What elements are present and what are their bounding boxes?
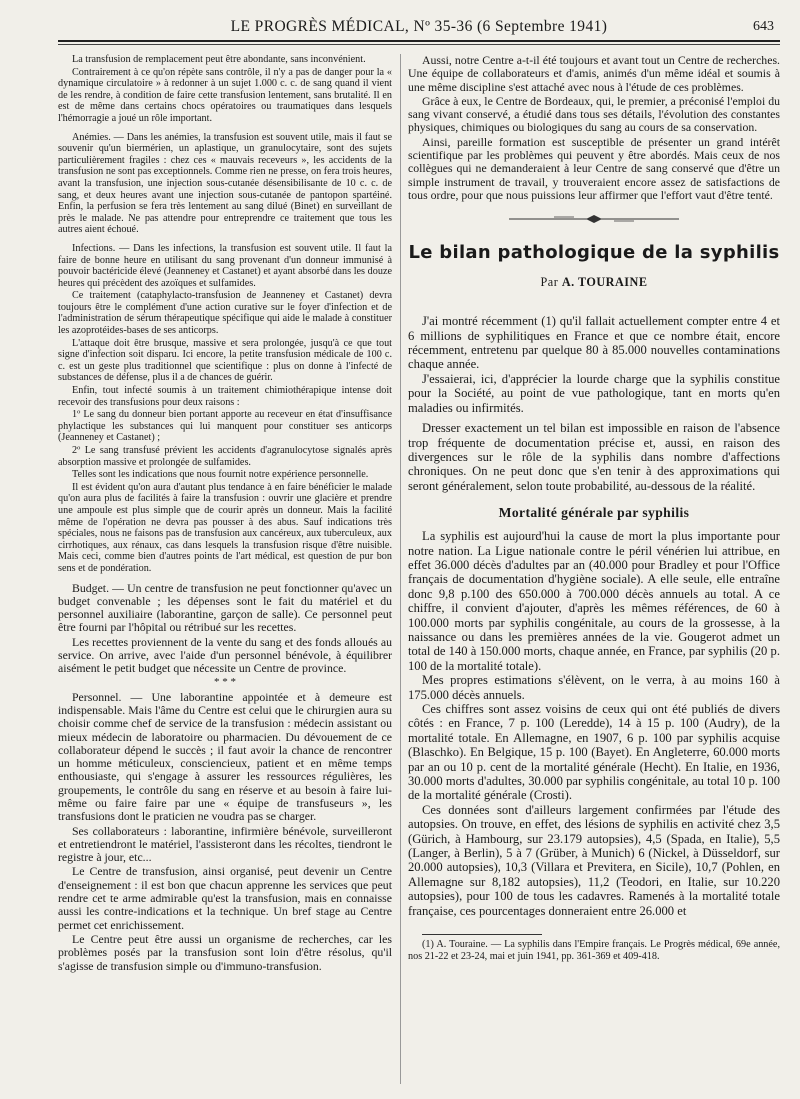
byline-prefix: Par	[540, 275, 559, 290]
paragraph: 1º Le sang du donneur bien portant apporte au receveur en état d'insuffisance phylactique les substances qui lui manquent pour constituer ses anticorps (Jeanneney et Castanet) ;	[58, 409, 392, 444]
paragraph: Mes propres estimations s'élèvent, on le verra, à au moins 160 à 175.000 décès annuels.	[408, 673, 780, 702]
paragraph: Anémies. — Dans les anémies, la transfusion est souvent utile, mais il faut se souvenir qu'un biermérien, un aplastique, un granulocytaire, sont des sujets particulièrement fragiles : chez ces « mauvais receveurs », les accidents de la transfusion ne sont pas exceptionnels. Comme rien ne presse, on fera trois heures, avant la transfusion, une injection sous-cutanée désensibilisante de 10 c. c. de sang, et deux heures avant une injection sous-cutanée de pantopon spartéiné. Enfin, la perfusion se fera très lentement au sang dilué (Binet) en surveillant de près le malade. Ne pas attendre pour entreprendre ce traitement que tous les autres aient échoué.	[58, 131, 392, 236]
paragraph: Budget. — Un centre de transfusion ne peut fonctionner qu'avec un budget convenable ; les dépenses sont le fait du matériel et du personnel auxiliaire (laborantine, garçon de salle). Ce personnel peut être fourni par l'hôpital ou rétribué sur les recettes.	[58, 580, 392, 635]
paragraph: Les recettes proviennent de la vente du sang et des fonds alloués au service. On arrive, avec l'aide d'un personnel bénévole, à équilibrer aisément le petit budget que nécessite un Centre de province.	[58, 634, 392, 676]
section-ornament	[408, 214, 780, 224]
paragraph: 2º Le sang transfusé prévient les accidents d'agranulocytose signalés après absorption massive et prolongée de sulfamides.	[58, 445, 392, 468]
paragraph: Dresser exactement un tel bilan est impossible en raison de l'absence trop fréquente de documentation précise et, aussi, en raison des divergences sur le rôle de la syphilis dans nombre d'affections chroniques. On ne peut donc que s'en tenir à des approximations qui seront généralement, selon toute probabilité, au-dessous de la réalité.	[408, 421, 780, 493]
page-header	[58, 18, 780, 44]
paragraph: J'essaierai, ici, d'apprécier la lourde charge que la syphilis constitue pour la Société, au point de vue pathologique, tant en morts qu'en maladies ou infirmités.	[408, 371, 780, 415]
right-column	[408, 54, 780, 1084]
paragraph: Enfin, tout infecté soumis à un traitement chimiothérapique intense doit recevoir des transfusions pour deux raisons :	[58, 385, 392, 408]
header-rule	[58, 40, 780, 42]
paragraph: Il est évident qu'on aura d'autant plus tendance à en faire bénéficier le malade qu'on aura plus de facilités à faire la transfusion : ouvrir une glacière et prendre une ampoule est plus simple que de courir après un donneur. Mais la facilité même de l'opération ne devra pas pousser à des abus. Sauf indications très spéciales, nous ne faisons pas de transfusion aux cancéreux, aux tuberculeux, aux cirrhotiques, aux rénaux, cas dans lesquels la transfusion risque d'être nuisible. Mais ceci, comme bien d'autres points de l'art médical, est question de pur bon sens et de pondération.	[58, 481, 392, 574]
footnote: (1) A. Touraine. — La syphilis dans l'Empire français. Le Progrès médical, 69e année, nos 21-22 et 23-24, mai et juin 1941, pp. 361-369 et 409-418.	[408, 939, 780, 962]
section-title: Mortalité générale par syphilis	[498, 505, 690, 521]
continued-article	[408, 54, 780, 202]
byline-author: A. TOURAINE	[561, 275, 648, 290]
paragraph: Ainsi, pareille formation est susceptible de présenter un grand intérêt scientifique par les problèmes qui peuvent y être abordés. Mais ceux de nos collègues qui ne demanderaient à leur Centre de sang conservé que d'être un simple instrument de travail, y trouveraient encore assez de satisfactions de tous ordre, pour que nous puissions leur affirmer que l'effort vaut d'être tenté.	[408, 134, 780, 202]
paragraph: Telles sont les indications que nous fournit notre expérience personnelle.	[72, 469, 369, 481]
header-rule-thin	[58, 44, 780, 45]
ornament-rule-icon	[509, 214, 679, 224]
paragraph: Infections. — Dans les infections, la transfusion est souvent utile. Il faut la faire de bonne heure en utilisant du sang provenant d'un donneur immunisé à pouvoir bactéricide élevé (Jeanneney et Castanet) et ayant absorbé dans les douze heures qui précèdent des azoïques et sulfamides.	[58, 242, 392, 289]
running-title: LE PROGRÈS MÉDICAL, Nº 35-36 (6 Septembre 1941)	[230, 18, 608, 35]
byline	[408, 275, 780, 290]
left-column	[58, 54, 392, 1084]
paragraph: Ce traitement (cataphylacto-transfusion de Jeanneney et Castanet) devra toujours être le complément d'une action curative sur le foyer d'infection et de l'administration de sérum thérapeutique spécifique qui aide le malade à constituer les azoprotéides-bases de ses anticorps.	[58, 290, 392, 337]
paragraph: Ces données sont d'ailleurs largement confirmées par l'étude des autopsies. On trouve, en effet, des lésions de syphilis en activité chez 3,5 (Gürich, à Hambourg, sur 23.179 autopsies), 4,5 (Spada, en Italie), 5,5 (Langer, à Berlin), 5 à 7 (Grüber, à Munich) 6 (Nickel, à Düsseldorf, sur 20.000 autopsies), 10,3 (Villara et Previtera, en Sicile), 10,7 (Pohlen, en Allemagne sur 8,182 autopsies), 11,2 (Teodori, en Italie, sur 10.220 autopsies), pour 100 de tous les cadavres. Ramenés à la mortalité totale française, ces pourcentages donneraient entre 26.000 et	[408, 802, 780, 918]
small-print-section	[58, 54, 392, 575]
paragraph: Le Centre peut être aussi un organisme de recherches, car les problèmes posés par la transfusion sont loin d'être résolus, qu'il s'agisse de transfusion simple ou d'immuno-transfusion.	[58, 931, 392, 973]
paragraph: Ces chiffres sont assez voisins de ceux qui ont été publiés de divers côtés : en France, 7 p. 100 (Leredde), 14 à 15 p. 100 (Audry), de la mortalité totale. En Allemagne, en 1907, 6 p. 100 par syphilis acquise (Blaschko). En Belgique, 15 p. 100 (Bayet). En Angleterre, 60.000 morts par an ou 10 p. cent de la mortalité générale (Hecht). En Italie, en 1936, 30.000 morts d'adultes, 30.000 par syphilis congénitale, au total 10 p. 100 de la mortalité générale (Crosti).	[408, 702, 780, 803]
article-body	[408, 314, 780, 918]
paragraph: Personnel. — Une laborantine appointée et à demeure est indispensable. Mais l'âme du Centre est celui que le chirurgien aura su choisir comme chef de service de la transfusion : médecin assistant ou mieux médecin de laboratoire ou pharmacien. Du dévouement de ce collaborateur dépend le succès ; il faut avoir la chance de rencontrer un homme méticuleux, consciencieux, patient et en même temps enthousiaste, qui s'engage à assurer les ressources régulières, les groupements, le contrôle du sang en réserve et au besoin à faire lui-même ou faire faire par une « équipe de transfuseurs », les transfusions dont le praticien ne voudra pas se charger.	[58, 689, 392, 824]
page-number: 643	[753, 19, 774, 34]
paragraph: J'ai montré récemment (1) qu'il fallait actuellement compter entre 4 et 6 millions de syphilitiques en France et que ce nombre était, encore récemment, entretenu par quelque 80 à 85.000 nouvelles contaminations chaque année.	[408, 314, 780, 372]
paragraph: Contrairement à ce qu'on répète sans contrôle, il n'y a pas de danger pour la « dynamique circulatoire » à redonner à un sujet 1.000 c. c. de sang quand il vient de les rendre, à condition de faire cette transfusion lentement, sans brutalité. Il en est de même dans certains chocs opératoires ou traumatiques dans lesquels l'hémorragie a joué un rôle important.	[58, 66, 392, 124]
paragraph: La syphilis est aujourd'hui la cause de mort la plus importante pour notre nation. La Ligue nationale contre le péril vénérien lui attribue, en effet 36.000 décès d'adultes par an (40.000 pour Bradley et pour l'Office français de documentation d'hygiène sociale). A elle seule, elle entraîne donc 9,8 p.100 des 650.000 à 700.000 décès annuels au total. A ce chiffre, il convient d'ajouter, d'après les mêmes références, de 60 à 100.000 morts par syphilis congénitale, au cours de la grossesse, à la naissance ou dans les premières années de la vie. Gougerot admet un total de 140 à 150.000 morts, chaque année, en France, par syphilis (20 p. 100 de la mortalité totale).	[408, 529, 780, 673]
footnote-rule	[422, 934, 542, 935]
regular-print-section	[58, 582, 392, 973]
paragraph: Aussi, notre Centre a-t-il été toujours et avant tout un Centre de recherches. Une équipe de collaborateurs et d'amis, animés d'un même idéal et soumis à une même discipline s'est attaché avec nous à l'étude de ces problèmes.	[408, 54, 780, 94]
paragraph: La transfusion de remplacement peut être abondante, sans inconvénient.	[72, 54, 366, 65]
paragraph: Le Centre de transfusion, ainsi organisé, peut devenir un Centre d'enseignement : il est bon que chacun apprenne les services que peut rendre cet te arme admirable qu'est la transfusion, mais en connaisse aussi les contre-indications et la technique. Un bref stage au Centre permet cet enrichissement.	[58, 864, 392, 932]
article-title: Le bilan pathologique de la syphilis	[408, 242, 780, 264]
paragraph: L'attaque doit être brusque, massive et sera prolongée, jusqu'à ce que tout signe d'infection soit disparu. Ici encore, la petite transfusion médicale de 100 c. c. est un geste plus traditionnel que scientifique : plus on donne à l'infecté de substances de défense, plus il a de chances de guérir.	[58, 337, 392, 384]
paragraph: Grâce à eux, le Centre de Bordeaux, qui, le premier, a préconisé l'emploi du sang vivant conservé, a étudié dans tous ses détails, l'évolution des constantes physiques, chimiques ou biologiques du sang au cours de sa conservation.	[408, 93, 780, 135]
column-divider	[400, 54, 401, 1084]
section-asterism: * * *	[214, 675, 236, 688]
paragraph: Ses collaborateurs : laborantine, infirmière bénévole, surveilleront et entretiendront le matériel, l'assisteront dans les récoltes, tiendront le registre à jour, etc...	[58, 823, 392, 865]
